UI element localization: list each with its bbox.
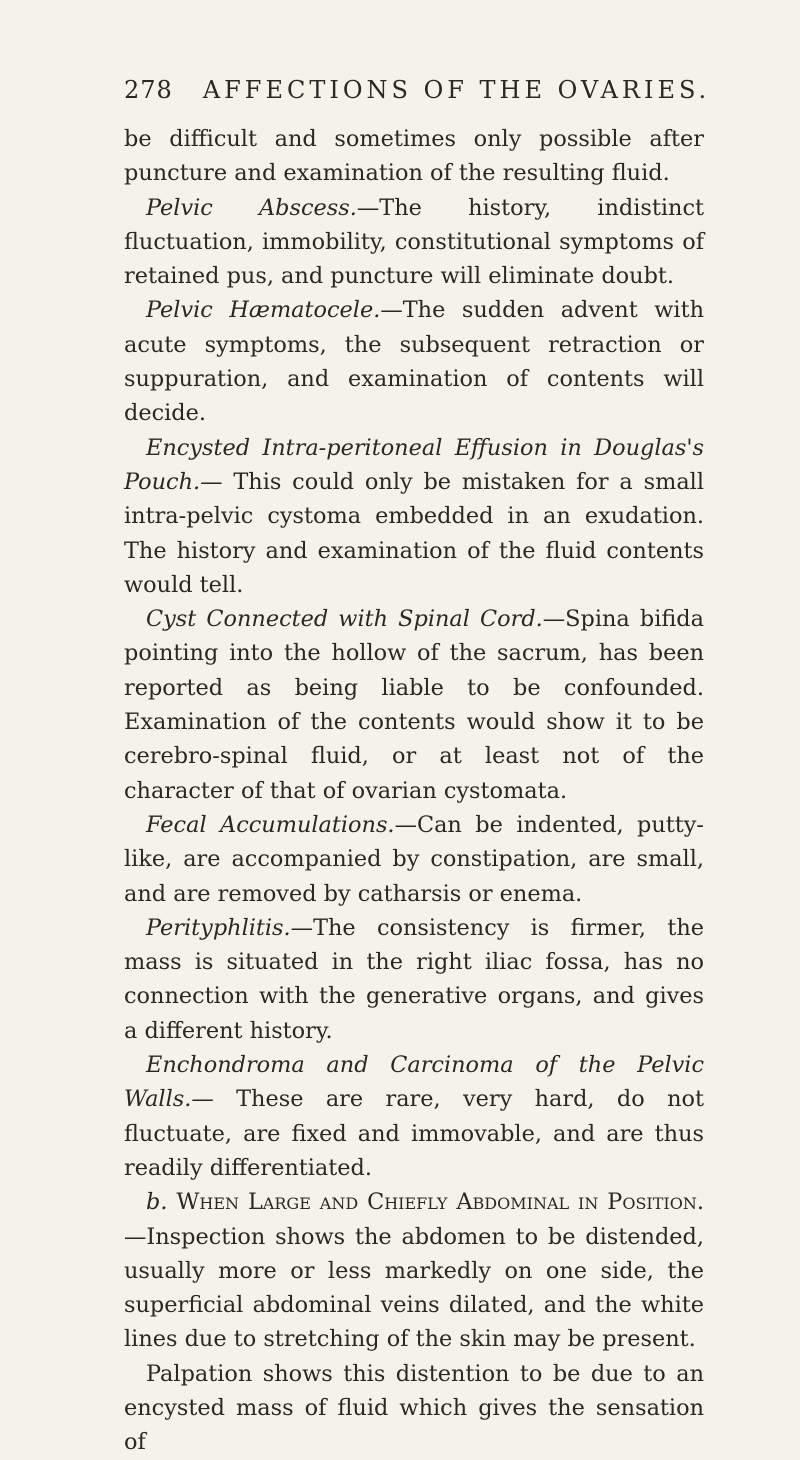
paragraph	[124, 1048, 704, 1185]
running-title: AFFECTIONS OF THE OVARIES.	[202, 76, 711, 104]
paragraph	[124, 431, 704, 602]
paragraph-text: —The consistency is firmer, the mass is situated in the right iliac fossa, has no connection with the generative organs, and gives a different history.	[124, 914, 704, 1044]
paragraph-text: —Inspection shows the abdomen to be distended, usually more or less markedly on one side, the superficial abdominal veins dilated, and the white lines due to stretching of the skin may be present.	[124, 1223, 704, 1353]
paragraph	[124, 293, 704, 430]
section-marker: b.	[146, 1189, 168, 1216]
running-header	[124, 76, 711, 104]
body-text	[124, 122, 704, 1460]
paragraph	[124, 122, 704, 191]
paragraph-text: —Can be indented, putty-like, are accompanied by constipation, are small, and are removed by catharsis or enema.	[124, 811, 705, 907]
paragraph-lead: Cyst Connected with Spinal Cord.	[146, 606, 543, 633]
paragraph	[124, 602, 704, 808]
paragraph-text: — These are rare, very hard, do not fluctuate, are fixed and immovable, and are thus readily differentiated.	[124, 1086, 704, 1181]
paragraph-lead: Encysted Intra-peritoneal Effusion in Douglas's Pouch.	[124, 434, 704, 495]
paragraph-text: —The sudden advent with acute symptoms, the subsequent retraction or suppuration, and examination of contents will decide.	[124, 297, 705, 427]
paragraph-lead: Perityphlitis.	[146, 914, 291, 941]
paragraph	[124, 911, 704, 1048]
paragraph-lead: Enchondroma and Carcinoma of the Pelvic Walls.	[124, 1052, 704, 1113]
paragraph	[124, 1357, 704, 1460]
paragraph-lead: Pelvic Abscess.	[146, 194, 357, 221]
paragraph-text: —The history, indistinct fluctuation, immobility, constitutional symptoms of retained pus, and puncture will eliminate doubt.	[124, 194, 704, 290]
paragraph	[124, 1185, 704, 1356]
paragraph-text: be difficult and sometimes only possible after puncture and examination of the resulting fluid.	[124, 126, 704, 187]
paragraph-lead: Pelvic Hæmatocele.	[146, 297, 381, 324]
paragraph-text: Palpation shows this distention to be due to an encysted mass of fluid which gives the sensation of	[124, 1360, 704, 1456]
page-number: 278	[124, 76, 173, 104]
section-heading: When Large and Chiefly Abdominal in Position.	[176, 1189, 704, 1216]
paragraph-text: —Spina bifida pointing into the hollow of the sacrum, has been reported as being liable to be confounded. Examination of the contents would show it to be cerebro-spinal fluid, or at least not of the character of that of ovarian cystomata.	[124, 606, 704, 804]
paragraph-lead: Fecal Accumulations.	[146, 811, 395, 838]
paragraph	[124, 808, 704, 911]
paragraph-text: — This could only be mistaken for a small intra-pelvic cystoma embedded in an exudation. The history and examination of the fluid contents would tell.	[124, 468, 704, 598]
paragraph	[124, 191, 704, 294]
